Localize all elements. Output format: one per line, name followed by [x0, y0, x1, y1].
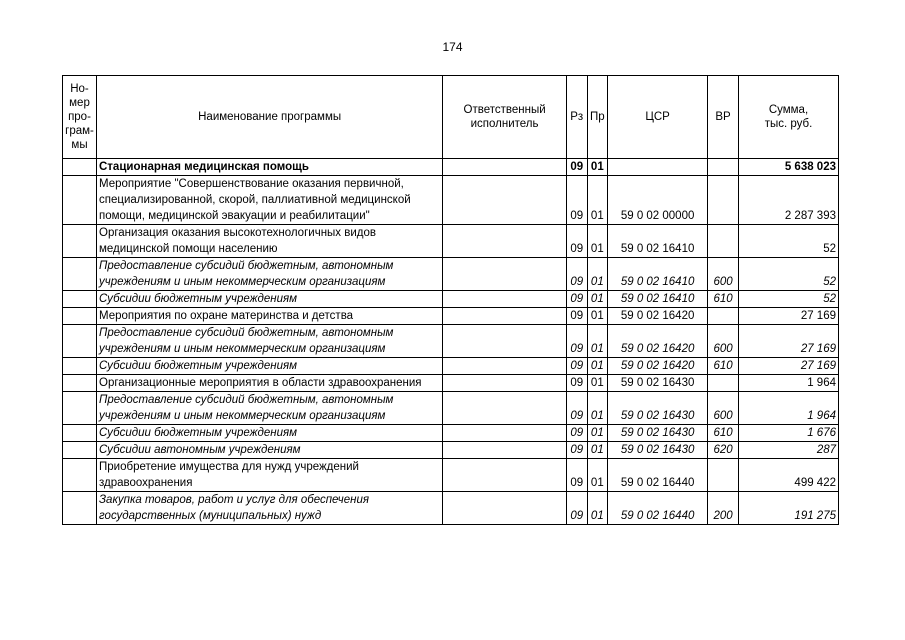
cell-csr: 59 0 02 00000	[608, 176, 708, 225]
cell-program-name: Закупка товаров, работ и услуг для обеспечения государственных (муниципальных) нужд	[97, 492, 443, 525]
cell-program-name: Предоставление субсидий бюджетным, автономным учреждениям и иным некоммерческим организациям	[97, 392, 443, 425]
header-vr: ВР	[708, 76, 739, 159]
cell-responsible	[443, 291, 567, 308]
cell-sum: 2 287 393	[738, 176, 838, 225]
cell-sum: 52	[738, 258, 838, 291]
cell-rz: 09	[566, 291, 587, 308]
cell-program-number	[63, 375, 97, 392]
cell-responsible	[443, 308, 567, 325]
cell-rz: 09	[566, 392, 587, 425]
table-row	[63, 442, 839, 459]
cell-program-number	[63, 492, 97, 525]
cell-rz: 09	[566, 325, 587, 358]
header-program-number: Но- мер про- грам- мы	[63, 76, 97, 159]
cell-pr: 01	[587, 425, 608, 442]
cell-vr: 610	[708, 291, 739, 308]
cell-responsible	[443, 425, 567, 442]
cell-sum: 52	[738, 291, 838, 308]
cell-pr: 01	[587, 176, 608, 225]
table-body	[63, 159, 839, 525]
cell-csr: 59 0 02 16410	[608, 258, 708, 291]
cell-rz: 09	[566, 225, 587, 258]
cell-csr: 59 0 02 16420	[608, 358, 708, 375]
cell-vr	[708, 159, 739, 176]
table-row	[63, 308, 839, 325]
budget-table	[62, 75, 839, 525]
cell-csr: 59 0 02 16430	[608, 425, 708, 442]
cell-vr: 600	[708, 325, 739, 358]
cell-rz: 09	[566, 358, 587, 375]
cell-responsible	[443, 325, 567, 358]
cell-rz: 09	[566, 442, 587, 459]
cell-vr: 620	[708, 442, 739, 459]
cell-csr: 59 0 02 16430	[608, 375, 708, 392]
cell-sum: 27 169	[738, 308, 838, 325]
cell-vr: 610	[708, 358, 739, 375]
cell-rz: 09	[566, 375, 587, 392]
cell-sum: 287	[738, 442, 838, 459]
cell-csr: 59 0 02 16410	[608, 225, 708, 258]
cell-program-name: Организационные мероприятия в области здравоохранения	[97, 375, 443, 392]
cell-vr	[708, 375, 739, 392]
cell-sum: 1 964	[738, 375, 838, 392]
header-pr: Пр	[587, 76, 608, 159]
table-row	[63, 392, 839, 425]
cell-program-name: Предоставление субсидий бюджетным, автономным учреждениям и иным некоммерческим организациям	[97, 258, 443, 291]
header-sum: Сумма, тыс. руб.	[738, 76, 838, 159]
cell-responsible	[443, 492, 567, 525]
cell-responsible	[443, 225, 567, 258]
cell-rz: 09	[566, 258, 587, 291]
cell-vr: 600	[708, 258, 739, 291]
cell-pr: 01	[587, 291, 608, 308]
cell-pr: 01	[587, 375, 608, 392]
cell-vr	[708, 308, 739, 325]
cell-program-number	[63, 176, 97, 225]
cell-sum: 191 275	[738, 492, 838, 525]
cell-csr: 59 0 02 16430	[608, 392, 708, 425]
cell-pr: 01	[587, 459, 608, 492]
cell-program-number	[63, 392, 97, 425]
table-row	[63, 459, 839, 492]
cell-responsible	[443, 392, 567, 425]
table-header	[63, 76, 839, 159]
cell-program-name: Организация оказания высокотехнологичных видов медицинской помощи населению	[97, 225, 443, 258]
cell-program-number	[63, 225, 97, 258]
header-program-name: Наименование программы	[97, 76, 443, 159]
cell-sum: 5 638 023	[738, 159, 838, 176]
cell-program-name: Субсидии бюджетным учреждениям	[97, 291, 443, 308]
cell-responsible	[443, 176, 567, 225]
cell-program-name: Мероприятия по охране материнства и детства	[97, 308, 443, 325]
cell-program-name: Субсидии бюджетным учреждениям	[97, 358, 443, 375]
cell-vr: 610	[708, 425, 739, 442]
cell-program-name: Предоставление субсидий бюджетным, автономным учреждениям и иным некоммерческим организациям	[97, 325, 443, 358]
cell-program-number	[63, 425, 97, 442]
cell-rz: 09	[566, 425, 587, 442]
cell-program-number	[63, 291, 97, 308]
table-row	[63, 159, 839, 176]
table-row	[63, 325, 839, 358]
header-csr: ЦСР	[608, 76, 708, 159]
cell-pr: 01	[587, 392, 608, 425]
cell-program-number	[63, 459, 97, 492]
table-row	[63, 375, 839, 392]
cell-program-name: Субсидии автономным учреждениям	[97, 442, 443, 459]
cell-rz: 09	[566, 308, 587, 325]
header-rz: Рз	[566, 76, 587, 159]
table-row	[63, 358, 839, 375]
cell-vr	[708, 225, 739, 258]
cell-sum: 1 964	[738, 392, 838, 425]
cell-program-number	[63, 258, 97, 291]
cell-vr	[708, 176, 739, 225]
cell-csr: 59 0 02 16410	[608, 291, 708, 308]
table-row	[63, 492, 839, 525]
cell-program-name: Приобретение имущества для нужд учреждений здравоохранения	[97, 459, 443, 492]
cell-csr: 59 0 02 16420	[608, 325, 708, 358]
cell-program-name: Мероприятие "Совершенствование оказания первичной, специализированной, скорой, паллиативной медицинской помощи, медицинской эвакуации и реабилитации"	[97, 176, 443, 225]
cell-csr: 59 0 02 16440	[608, 459, 708, 492]
cell-sum: 27 169	[738, 358, 838, 375]
cell-pr: 01	[587, 308, 608, 325]
cell-rz: 09	[566, 492, 587, 525]
cell-rz: 09	[566, 459, 587, 492]
cell-csr: 59 0 02 16440	[608, 492, 708, 525]
cell-sum: 1 676	[738, 425, 838, 442]
cell-pr: 01	[587, 159, 608, 176]
cell-pr: 01	[587, 225, 608, 258]
cell-pr: 01	[587, 442, 608, 459]
cell-pr: 01	[587, 325, 608, 358]
cell-pr: 01	[587, 358, 608, 375]
table-row	[63, 258, 839, 291]
cell-vr	[708, 459, 739, 492]
cell-responsible	[443, 258, 567, 291]
cell-responsible	[443, 442, 567, 459]
header-responsible: Ответственный исполнитель	[443, 76, 567, 159]
cell-csr	[608, 159, 708, 176]
cell-rz: 09	[566, 159, 587, 176]
cell-vr: 600	[708, 392, 739, 425]
table-row	[63, 225, 839, 258]
cell-pr: 01	[587, 492, 608, 525]
cell-program-name: Стационарная медицинская помощь	[97, 159, 443, 176]
cell-program-number	[63, 159, 97, 176]
cell-pr: 01	[587, 258, 608, 291]
table-row	[63, 425, 839, 442]
table-row	[63, 291, 839, 308]
table-row	[63, 176, 839, 225]
cell-responsible	[443, 159, 567, 176]
cell-sum: 27 169	[738, 325, 838, 358]
cell-program-name: Субсидии бюджетным учреждениям	[97, 425, 443, 442]
cell-vr: 200	[708, 492, 739, 525]
cell-responsible	[443, 459, 567, 492]
cell-program-number	[63, 442, 97, 459]
page-number: 174	[442, 40, 463, 54]
cell-responsible	[443, 375, 567, 392]
cell-responsible	[443, 358, 567, 375]
cell-sum: 499 422	[738, 459, 838, 492]
cell-csr: 59 0 02 16430	[608, 442, 708, 459]
cell-program-number	[63, 325, 97, 358]
cell-rz: 09	[566, 176, 587, 225]
cell-csr: 59 0 02 16420	[608, 308, 708, 325]
cell-program-number	[63, 358, 97, 375]
cell-program-number	[63, 308, 97, 325]
cell-sum: 52	[738, 225, 838, 258]
